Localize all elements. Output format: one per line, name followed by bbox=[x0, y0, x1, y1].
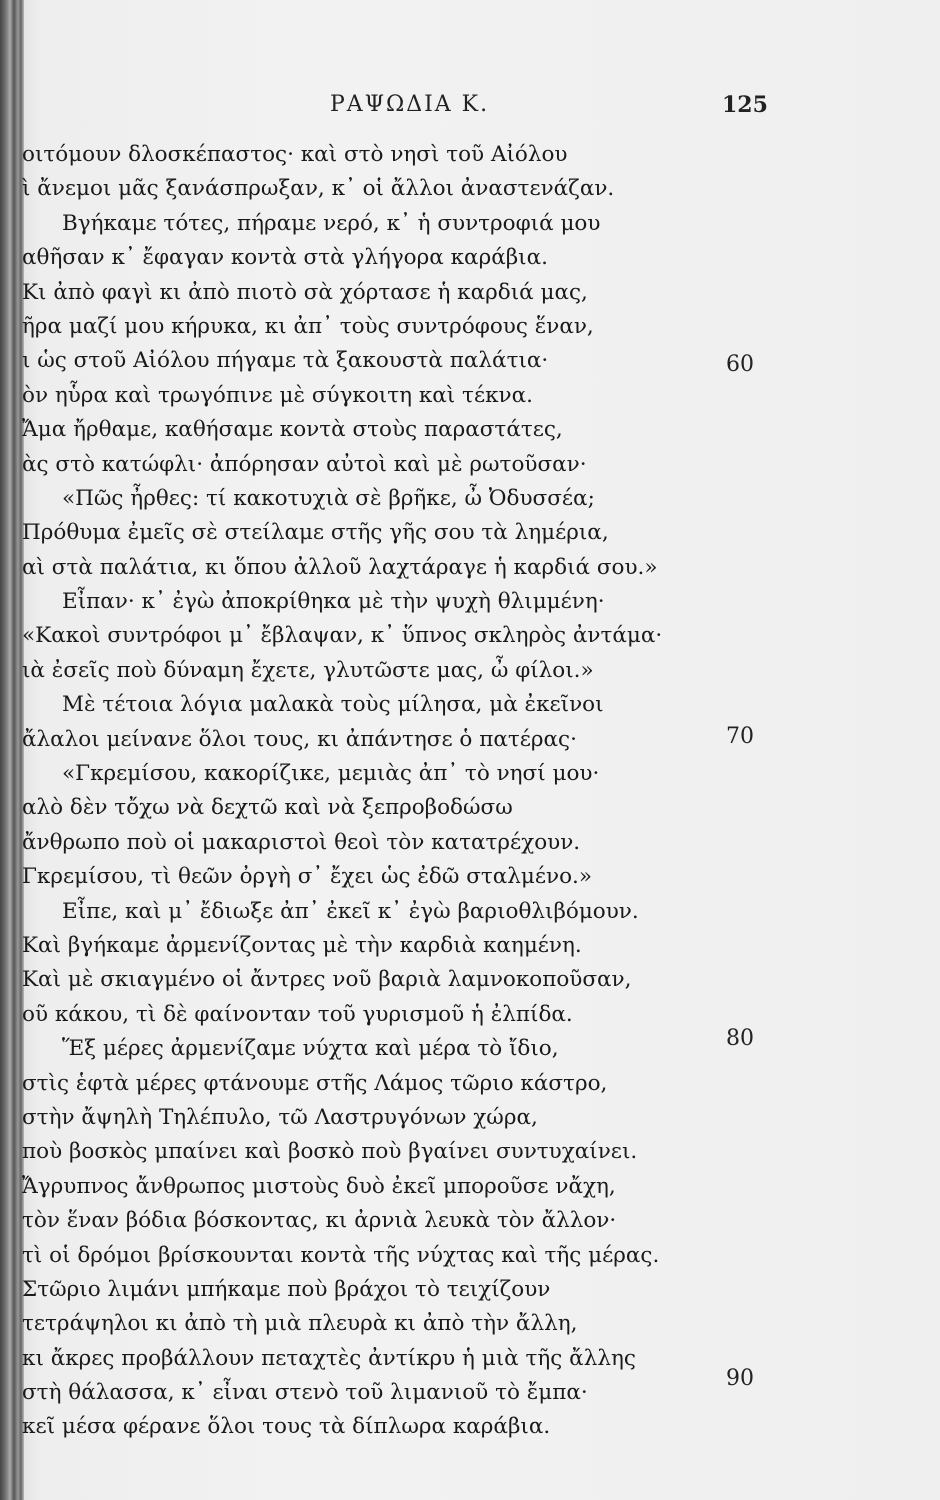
verse-line: ἄνθρωπο ποὺ οἱ μακαριστοὶ θεοὶ τὸν κατατρέχουν. bbox=[22, 829, 581, 855]
page-number: 125 bbox=[722, 92, 768, 118]
verse-line: Καὶ βγήκαμε ἀρμενίζοντας μὲ τὴν καρδιὰ καημένη. bbox=[22, 932, 582, 958]
verse-line: κι ἄκρες προβάλλουν πεταχτὲς ἀντίκρυ ἡ μιὰ τῆς ἄλλης bbox=[22, 1345, 636, 1371]
verse-line: στὴ θάλασσα, κ᾿ εἶναι στενὸ τοῦ λιμανιοῦ τὸ ἔμπα· bbox=[22, 1380, 588, 1406]
verse-block bbox=[22, 138, 742, 1445]
verse-line: τετράψηλοι κι ἀπὸ τὴ μιὰ πλευρὰ κι ἀπὸ τὴν ἄλλη, bbox=[22, 1311, 578, 1337]
verse-line: «Κακοὶ συντρόφοι μ᾿ ἔβλαψαν, κ᾿ ὕπνος σκληρὸς ἀντάμα· bbox=[22, 623, 663, 649]
verse-line: αὶ στὰ παλάτια, κι ὅπου ἀλλοῦ λαχτάραγε ἡ καρδιά σου.» bbox=[22, 554, 658, 580]
verse-line: Βγήκαμε τότες, πήραμε νερό, κ᾿ ἡ συντροφιά μου bbox=[62, 210, 601, 236]
verse-line: Εἶπαν· κ᾿ ἐγὼ ἀποκρίθηκα μὲ τὴν ψυχὴ θλιμμένη· bbox=[62, 589, 605, 615]
line-number: 90 bbox=[726, 1366, 754, 1391]
book-spine-edge bbox=[0, 0, 24, 1500]
verse-line: αθῆσαν κ᾿ ἔφαγαν κοντὰ στὰ γλήγορα καράβια. bbox=[22, 245, 548, 271]
verse-line: οῦ κάκου, τὶ δὲ φαίνονταν τοῦ γυρισμοῦ ἡ ἐλπίδα. bbox=[22, 1001, 573, 1027]
verse-line: «Γκρεμίσου, κακορίζικε, μεμιὰς ἀπ᾿ τὸ νησί μου· bbox=[62, 761, 600, 787]
verse-line: ῆρα μαζί μου κήρυκα, κι ἀπ᾿ τοὺς συντρόφους ἕναν, bbox=[22, 313, 594, 339]
verse-line: Γκρεμίσου, τὶ θεῶν ὀργὴ σ᾿ ἔχει ὡς ἐδῶ σταλμένο.» bbox=[22, 864, 593, 890]
line-number: 60 bbox=[726, 352, 754, 377]
verse-line: κεῖ μέσα φέρανε ὅλοι τους τὰ δίπλωρα καράβια. bbox=[22, 1414, 551, 1440]
verse-line: στὴν ἄψηλὴ Τηλέπυλο, τῶ Λαστρυγόνων χώρα, bbox=[22, 1104, 538, 1130]
verse-line: Στῶριο λιμάνι μπήκαμε ποὺ βράχοι τὸ τειχίζουν bbox=[22, 1276, 551, 1302]
verse-line: Μὲ τέτοια λόγια μαλακὰ τοὺς μίλησα, μὰ ἐκεῖνοι bbox=[62, 692, 604, 718]
verse-line: ὶ ἄνεμοι μᾶς ξανάσπρωξαν, κ᾿ οἱ ἄλλοι ἀναστενάζαν. bbox=[22, 176, 615, 202]
verse-line: Κι ἀπὸ φαγὶ κι ἀπὸ πιοτὸ σὰ χόρτασε ἡ καρδιά μας, bbox=[22, 279, 588, 305]
verse-line: Ἄμα ἤρθαμε, καθήσαμε κοντὰ στοὺς παραστάτες, bbox=[22, 417, 563, 443]
verse-line: ποὺ βοσκὸς μπαίνει καὶ βοσκὸ ποὺ βγαίνει συντυχαίνει. bbox=[22, 1139, 638, 1165]
verse-line: Ἄγρυπνος ἄνθρωπος μιστοὺς δυὸ ἐκεῖ μποροῦσε νἄχη, bbox=[22, 1173, 616, 1199]
verse-line: Ἕξ μέρες ἀρμενίζαμε νύχτα καὶ μέρα τὸ ἴδιο, bbox=[62, 1036, 559, 1062]
verse-line: αλὸ δὲν τὄχω νὰ δεχτῶ καὶ νὰ ξεπροβοδώσω bbox=[22, 795, 513, 821]
running-head: ΡΑΨΩΔΙΑ Κ. bbox=[330, 92, 490, 117]
verse-line: Πρόθυμα ἐμεῖς σὲ στείλαμε στῆς γῆς σου τὰ λημέρια, bbox=[22, 520, 609, 546]
verse-line: τὸν ἕναν βόδια βόσκοντας, κι ἀρνιὰ λευκὰ τὸν ἄλλον· bbox=[22, 1208, 617, 1234]
verse-line: ιὰ ἐσεῖς ποὺ δύναμη ἔχετε, γλυτῶστε μας, ὦ φίλοι.» bbox=[22, 657, 594, 683]
line-number: 70 bbox=[726, 724, 754, 749]
verse-line: Καὶ μὲ σκιαγμένο οἱ ἄντρες νοῦ βαριὰ λαμνοκοποῦσαν, bbox=[22, 967, 632, 993]
verse-line: «Πῶς ἦρθες: τί κακοτυχιὰ σὲ βρῆκε, ὦ Ὀδυσσέα; bbox=[62, 485, 595, 511]
verse-line: στὶς ἑφτὰ μέρες φτάνουμε στῆς Λάμος τῶριο κάστρο, bbox=[22, 1070, 608, 1096]
verse-line: ἄλαλοι μείνανε ὅλοι τους, κι ἀπάντησε ὁ πατέρας· bbox=[22, 726, 577, 752]
verse-line: ι ὡς στοῦ Αἰόλου πήγαμε τὰ ξακουστὰ παλάτια· bbox=[22, 348, 549, 374]
verse-line: Εἶπε, καὶ μ᾿ ἔδιωξε ἀπ᾿ ἐκεῖ κ᾿ ἐγὼ βαριοθλιβόμουν. bbox=[62, 898, 639, 924]
verse-line: οιτόμουν δλοσκέπαστος· καὶ στὸ νησὶ τοῦ Αἰόλου bbox=[22, 142, 568, 167]
verse-line: ὸν ηὗρα καὶ τρωγόπινε μὲ σύγκοιτη καὶ τέκνα. bbox=[22, 382, 533, 408]
verse-line: ὰς στὸ κατώφλι· ἀπόρησαν αὐτοὶ καὶ μὲ ρωτοῦσαν· bbox=[22, 451, 587, 477]
verse-line: τὶ οἱ δρόμοι βρίσκουνται κοντὰ τῆς νύχτας καὶ τῆς μέρας. bbox=[22, 1242, 660, 1268]
line-number: 80 bbox=[726, 1026, 754, 1051]
